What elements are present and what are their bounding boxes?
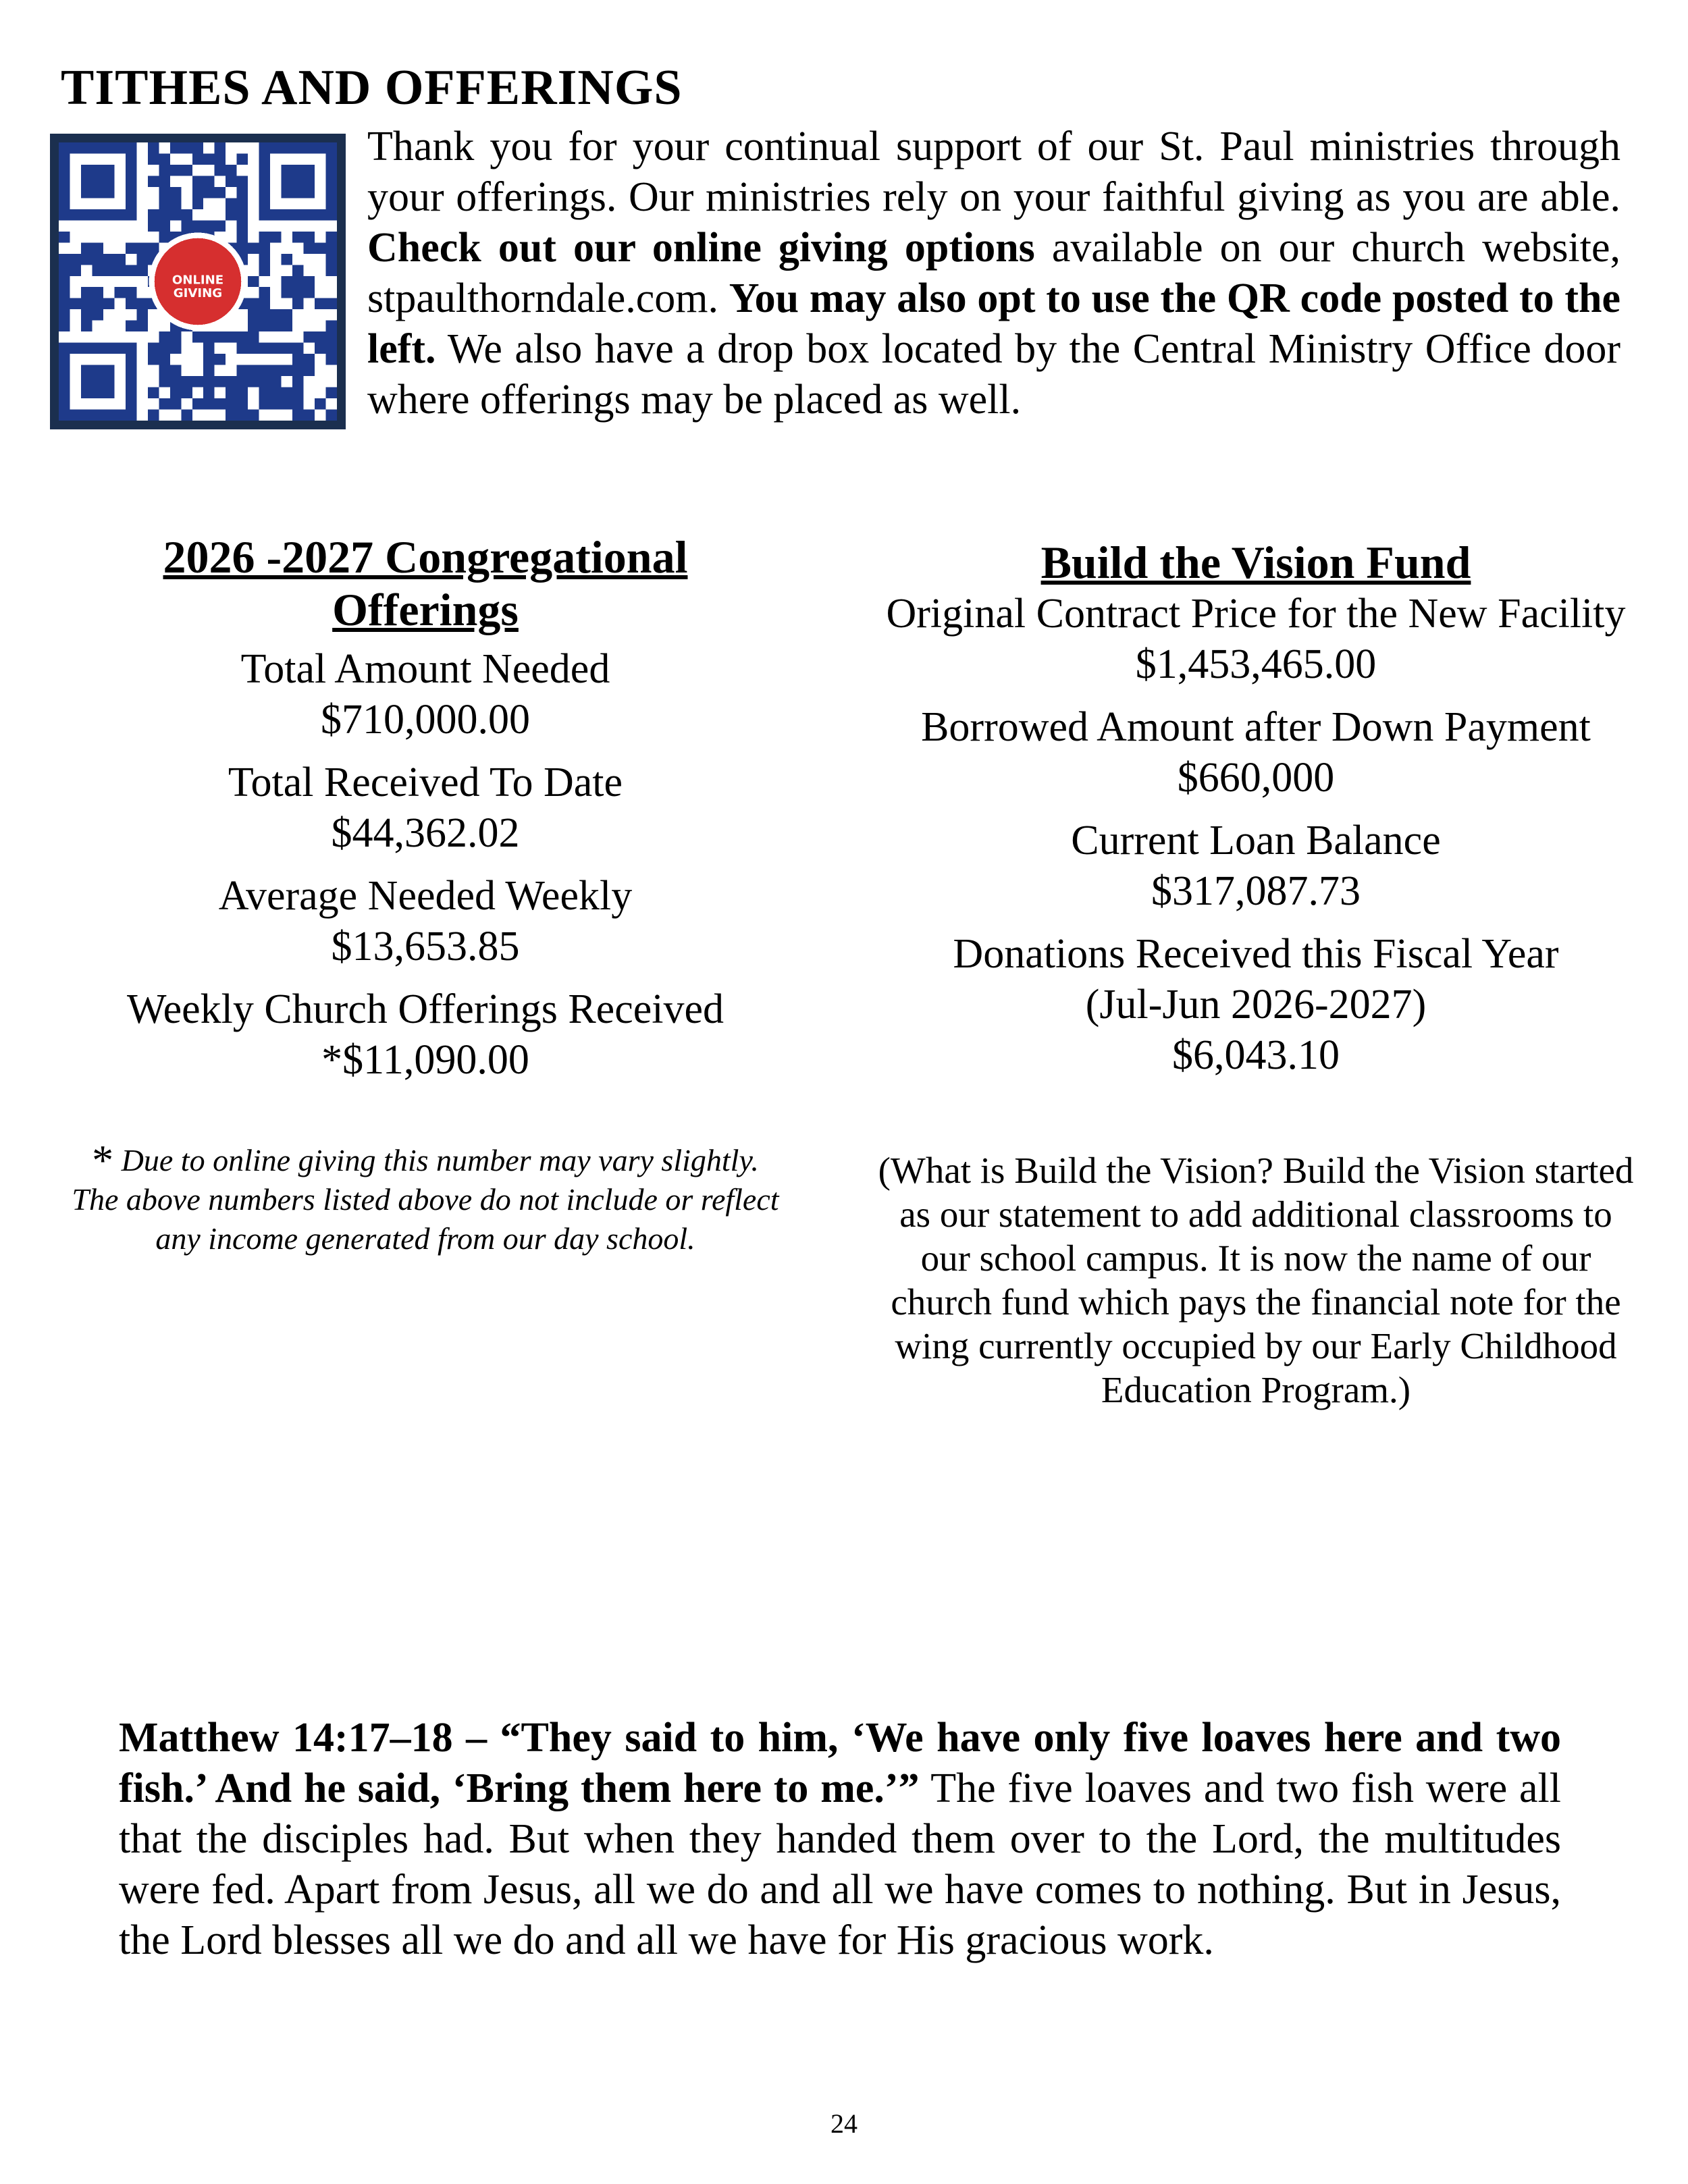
stat-loan-balance: [871, 816, 1641, 917]
build-vision-fund-title: Build the Vision Fund: [1040, 537, 1471, 588]
badge-label-online: ONLINE: [172, 273, 224, 288]
intro-text-1: Thank you for your continual support of our St. Paul ministries through your offerings. Our ministries rely on your faithful giving as you are able.: [367, 124, 1620, 220]
devotion-text: The five loaves and two fish were all that the disciples had. But when they handed them over to the Lord, the multitudes were fed. Apart from Jesus, all we do and all we have comes to nothing. But in Jesus, the Lord blesses all we do and all we have for His gracious work.: [119, 1765, 1562, 1963]
stat-value: $13,653.85: [331, 924, 520, 969]
stat-value: $660,000: [1177, 755, 1335, 801]
stat-borrowed-amount: [871, 702, 1641, 803]
stat-weekly-received: [68, 984, 783, 1086]
stat-value: $6,043.10: [1172, 1032, 1340, 1078]
online-giving-callout: Check out our online giving options: [367, 225, 1035, 271]
stat-label: Total Amount Needed: [240, 646, 610, 692]
stat-contract-price: [871, 589, 1641, 690]
stat-label: Original Contract Price for the New Facility: [886, 591, 1626, 637]
online-giving-qr-code[interactable]: [50, 134, 346, 429]
giving-footnote: [68, 1136, 783, 1258]
page-title: TITHES AND OFFERINGS: [61, 60, 683, 115]
footnote-text: Due to online giving this number may vary slightly. The above numbers listed above do not include or reflect any income generated from our day school.: [72, 1143, 779, 1256]
stat-total-needed: [68, 644, 783, 745]
stat-value: $317,087.73: [1151, 868, 1361, 914]
stat-label: Borrowed Amount after Down Payment: [921, 704, 1591, 750]
intro-paragraph: [367, 122, 1620, 425]
stat-label: Donations Received this Fiscal Year: [953, 931, 1559, 977]
congregational-offerings-section: [68, 531, 783, 1289]
stat-label: Average Needed Weekly: [218, 873, 633, 919]
congregational-offerings-title: 2026 -2027 Congregational Offerings: [163, 531, 688, 635]
stat-value: $710,000.00: [321, 697, 530, 743]
qr-code-callout: You may also opt to use the QR code posted to the left.: [367, 275, 1620, 372]
badge-label-giving: GIVING: [173, 286, 223, 301]
stat-label: Weekly Church Offerings Received: [127, 986, 724, 1032]
qr-code-icon: [59, 142, 337, 421]
footnote-asterisk: *: [92, 1136, 114, 1184]
stat-sublabel: (Jul-Jun 2026-2027): [1085, 982, 1427, 1028]
build-vision-explanation: (What is Build the Vision? Build the Vision started as our statement to add additional classrooms to our school campus. It is now the name of our church fund which pays the financial note for the wing currently occupied by our Early Childhood Education Program.): [878, 1150, 1634, 1410]
stat-label: Total Received To Date: [228, 760, 623, 805]
stat-total-received: [68, 757, 783, 859]
stat-value: $44,362.02: [331, 810, 520, 856]
stat-average-weekly: [68, 871, 783, 972]
intro-text-3: We also have a drop box located by the Central Ministry Office door where offerings may be placed as well.: [367, 326, 1620, 423]
stat-donations-received: [871, 929, 1641, 1081]
scripture-devotion: [119, 1713, 1561, 1966]
page-number: 24: [830, 2108, 858, 2139]
intro-text-2: available on our church website, stpaulthorndale.com.: [367, 225, 1620, 321]
stat-value: *$11,090.00: [321, 1037, 529, 1083]
scripture-reference: Matthew 14:17–18 – “They said to him, ‘We have only five loaves here and two fish.’ And he said, ‘Bring them here to me.’”: [119, 1715, 1561, 1811]
stat-value: $1,453,465.00: [1135, 641, 1377, 687]
stat-label: Current Loan Balance: [1071, 818, 1441, 863]
build-vision-fund-section: [871, 536, 1641, 1449]
